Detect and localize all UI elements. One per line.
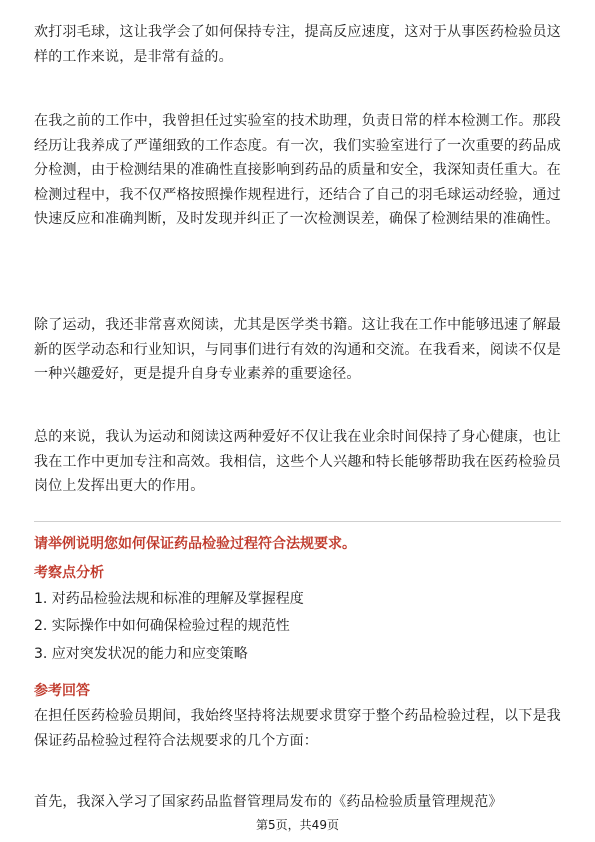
paragraph-4: 总的来说，我认为运动和阅读这两种爱好不仅让我在业余时间保持了身心健康，也让我在工作中更加专注和高效。我相信，这些个人兴趣和特长能够帮助我在医药检验员岗位上发挥出更大的作用。 — [34, 429, 561, 494]
analysis-item-1: 1. 对药品检验法规和标准的理解及掌握程度 — [34, 591, 304, 607]
interview-question: 请举例说明您如何保证药品检验过程符合法规要求。 — [34, 536, 356, 552]
answer-paragraph-1: 在担任医药检验员期间，我始终坚持将法规要求贯穿于整个药品检验过程，以下是我保证药品检验过程符合法规要求的几个方面： — [34, 708, 561, 749]
section-divider — [34, 521, 561, 522]
page-footer: 第5页，共49页 — [256, 818, 339, 832]
paragraph-3: 除了运动，我还非常喜欢阅读，尤其是医学类书籍。这让我在工作中能够迅速了解最新的医学动态和行业知识，与同事们进行有效的沟通和交流。在我看来，阅读不仅是一种兴趣爱好，更是提升自身专业素养的重要途径。 — [34, 317, 561, 382]
analysis-title: 考察点分析 — [34, 565, 104, 581]
paragraph-1: 欢打羽毛球，这让我学会了如何保持专注，提高反应速度，这对于从事医药检验员这样的工作来说，是非常有益的。 — [34, 24, 561, 65]
answer-paragraph-2: 首先，我深入学习了国家药品监督管理局发布的《药品检验质量管理规范》 — [34, 794, 503, 810]
analysis-item-3: 3. 应对突发状况的能力和应变策略 — [34, 646, 248, 662]
answer-title: 参考回答 — [34, 683, 90, 699]
analysis-item-2: 2. 实际操作中如何确保检验过程的规范性 — [34, 618, 290, 634]
paragraph-2: 在我之前的工作中，我曾担任过实验室的技术助理，负责日常的样本检测工作。那段经历让我养成了严谨细致的工作态度。有一次，我们实验室进行了一次重要的药品成分检测，由于检测结果的准确性直接影响到药品的质量和安全，我深知责任重大。在检测过程中，我不仅严格按照操作规程进行，还结合了自己的羽毛球运动经验，通过快速反应和准确判断，及时发现并纠正了一次检测误差，确保了检测结果的准确性。 — [34, 113, 561, 227]
